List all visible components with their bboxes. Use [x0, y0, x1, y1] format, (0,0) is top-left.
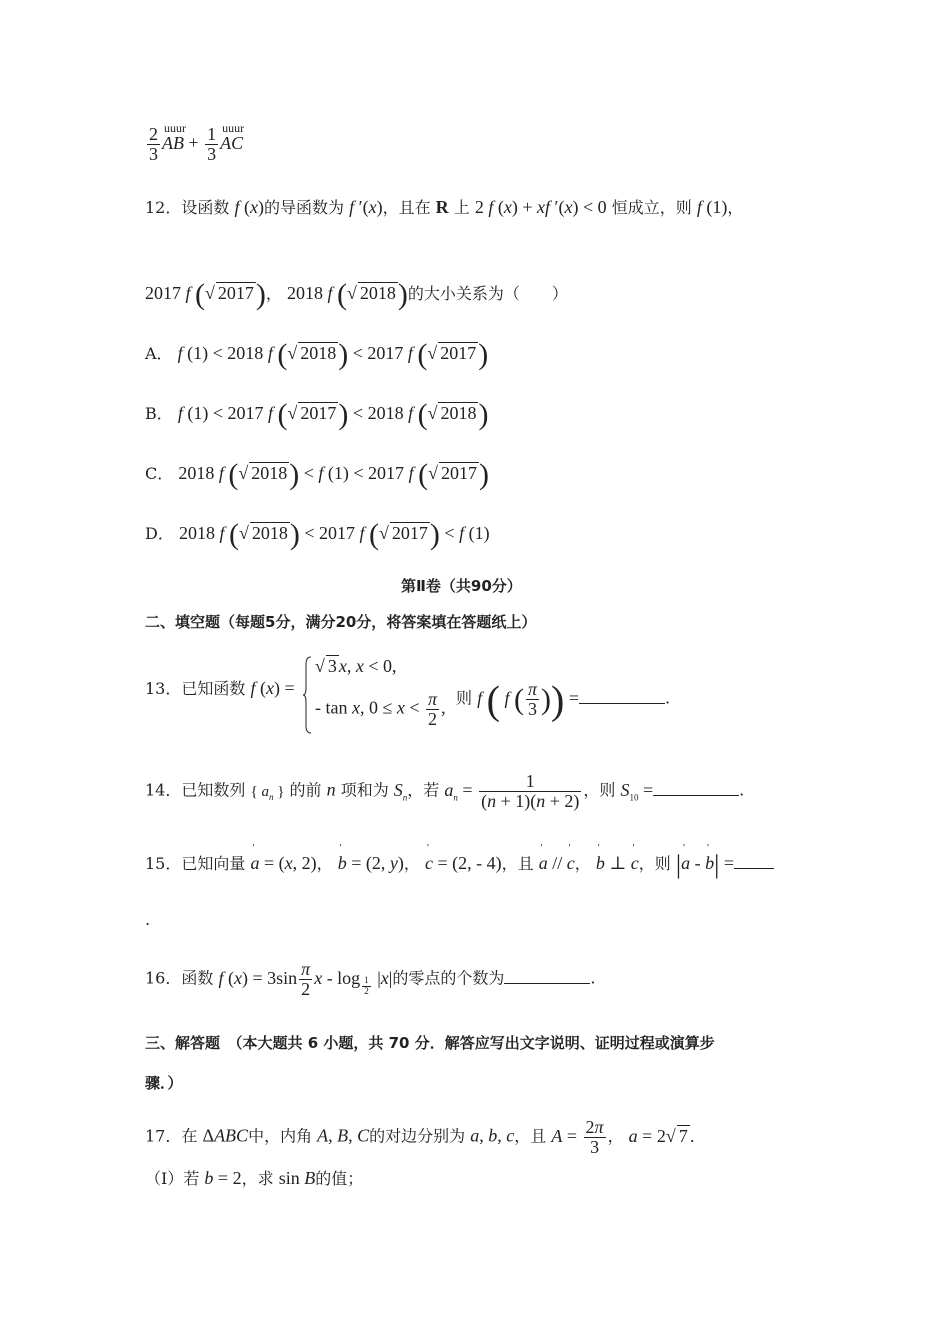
- question-17: 17．在 ΔABC中，内角 A, B, C的对边分别为 a, b, c，且 A = $\frac{2\pi}{3}$ ， a = 2√ 7 ．: [145, 1117, 706, 1157]
- option-c: C． 2018 f (√ 2018) < f (1) < 2017 f (√ 2017): [145, 458, 489, 491]
- part-3-heading-continued: 骤．）: [145, 1074, 183, 1092]
- question-12: 12．设函数 f (x)的导函数为 f ′(x)，且在 R 上 2 f (x) + xf ′(x) < 0 恒成立，则 f (1)，: [145, 197, 744, 217]
- option-a: A． f (1) < 2018 f (√ 2018) < 2017 f (√ 2017): [145, 338, 489, 371]
- previous-answer-fragment: $\frac{2}{3}$ uuur AB + $\frac{1}{3}$ uuur AC: [149, 120, 245, 164]
- question-12-continued: 2017 f (√ 2017)， 2018 f (√ 2018)的大小关系为（ ）: [145, 278, 568, 311]
- piecewise-brace: [302, 656, 312, 734]
- question-13: 13．已知函数 f (x) =: [145, 678, 295, 698]
- option-b: B． f (1) < 2017 f (√ 2017) < 2018 f (√ 2018): [145, 398, 489, 431]
- part-2-heading: 二、填空题（每题5分，满分20分，将答案填在答题纸上）: [145, 613, 537, 631]
- question-17-part-1: （Ⅰ）若 b = 2，求 sin B的值；: [145, 1168, 364, 1188]
- question-15-period: .: [145, 910, 151, 929]
- section-2-title: 第Ⅱ卷（共90分）: [401, 577, 522, 595]
- option-d: D． 2018 f (√ 2018) < 2017 f (√ 2017) < f (1): [145, 518, 490, 551]
- piecewise-case-2: - tan x, 0 ≤ x < $\frac{\pi}{2}$ ,: [315, 689, 446, 729]
- question-14: 14．已知数列 { $a_n$ } 的前 n 项和为 $S_n$，若 $a_n$ = $\frac{1}{(n + 1)(n + 2)}$ ，则 $S_{10}$ = .: [145, 771, 745, 811]
- question-13-end: 则 f ( f ( $\frac{\pi}{3}$ )) = .: [456, 677, 671, 722]
- question-16: 16．函数 f (x) = 3sin $\frac{\pi}{2}$ x - log $_{\frac{1}{2}}$ |x|的零点的个数为 .: [145, 959, 596, 999]
- question-15: 15．已知向量 ' a = (x, 2)， ' b = (2, y)， ' c = (2, - 4)，且 ' a // ' c， ' b ⊥ ' c，则 | ' a - ' b| =: [145, 850, 774, 880]
- piecewise-case-1: √ 3 x, x < 0,: [315, 656, 397, 676]
- part-3-heading: 三、解答题 （本大题共 6 小题，共 70 分．解答应写出文字说明、证明过程或演算步: [145, 1034, 715, 1052]
